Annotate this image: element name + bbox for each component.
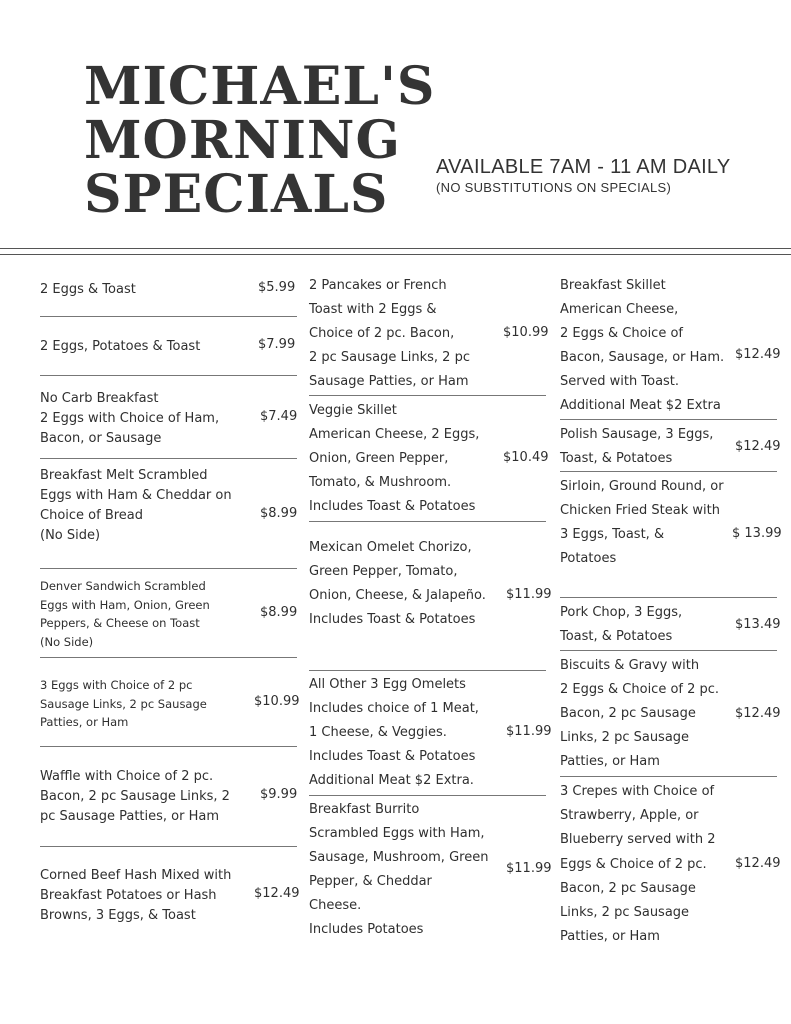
item-line: Veggie Skillet <box>309 403 397 418</box>
item-line: Sirloin, Ground Round, or <box>560 479 724 494</box>
item-line: Sausage Links, 2 pc Sausage <box>40 696 207 711</box>
title-line-1: MICHAEL'S <box>84 56 436 117</box>
item-line: Additional Meat $2 Extra. <box>309 773 474 788</box>
item-price: $12.49 <box>254 886 300 901</box>
item-line: 2 Eggs & Choice of 2 pc. <box>560 682 720 697</box>
availability-text: AVAILABLE 7AM - 11 AM DAILY <box>436 156 731 178</box>
item-line: Choice of Bread <box>40 508 144 523</box>
item-price: $12.49 <box>735 856 781 871</box>
item-divider <box>40 458 297 459</box>
item-line: Onion, Green Pepper, <box>309 451 449 466</box>
substitution-note: (NO SUBSTITUTIONS ON SPECIALS) <box>436 180 672 195</box>
item-line: Onion, Cheese, & Jalapeño. <box>309 588 486 603</box>
item-line: Strawberry, Apple, or <box>560 808 699 824</box>
item-line: Waffle with Choice of 2 pc. <box>40 769 214 784</box>
item-line: Potatoes <box>560 551 617 566</box>
item-price: $11.99 <box>506 861 552 876</box>
item-price: $5.99 <box>258 280 296 295</box>
item-line: Blueberry served with 2 <box>560 832 716 848</box>
header-divider-bottom <box>0 254 791 255</box>
item-line: Bacon, 2 pc Sausage Links, 2 <box>40 789 230 804</box>
item-divider <box>40 375 297 376</box>
item-line: (No Side) <box>40 634 94 649</box>
item-line: Breakfast Burrito <box>309 802 420 817</box>
item-line: Bacon, 2 pc Sausage <box>560 880 696 896</box>
item-divider <box>309 670 546 671</box>
item-line: Green Pepper, Tomato, <box>309 564 458 579</box>
header-divider-top <box>0 248 791 249</box>
item-line: Peppers, & Cheese on Toast <box>40 616 200 630</box>
item-divider <box>309 795 546 796</box>
item-line: Breakfast Potatoes or Hash <box>40 888 217 903</box>
item-line: Bacon, Sausage, or Ham. <box>560 350 725 365</box>
item-divider <box>560 419 777 420</box>
item-line: Corned Beef Hash Mixed with <box>40 868 232 883</box>
item-line: Toast, & Potatoes <box>560 629 673 644</box>
item-price: $10.49 <box>503 450 549 465</box>
title-line-3: SPECIALS <box>84 164 389 225</box>
item-line: Pork Chop, 3 Eggs, <box>560 605 683 620</box>
item-divider <box>560 776 777 777</box>
item-divider <box>40 568 297 569</box>
item-line: 3 Crepes with Choice of <box>560 784 715 799</box>
item-divider <box>560 597 777 598</box>
item-divider <box>560 471 777 472</box>
item-line: Breakfast Skillet <box>560 278 666 293</box>
item-line: Browns, 3 Eggs, & Toast <box>40 908 196 923</box>
item-line: Cheese. <box>309 898 362 913</box>
item-line: Sausage Patties, or Ham <box>309 374 469 389</box>
item-line: Chicken Fried Steak with <box>560 503 720 518</box>
item-price: $9.99 <box>260 787 298 802</box>
item-line: Patties, or Ham <box>40 715 129 729</box>
item-line: Bacon, 2 pc Sausage <box>560 706 696 721</box>
item-line: Mexican Omelet Chorizo, <box>309 540 472 555</box>
item-line: Toast, & Potatoes <box>560 451 673 466</box>
item-line: 2 Eggs & Choice of <box>560 326 683 341</box>
item-line: Patties, or Ham <box>560 929 660 945</box>
item-line: Pepper, & Cheddar <box>309 874 432 889</box>
item-line: Bacon, or Sausage <box>40 431 162 446</box>
item-line: Sausage, Mushroom, Green <box>309 850 489 865</box>
item-divider <box>309 521 546 522</box>
item-line: Polish Sausage, 3 Eggs, <box>560 427 714 442</box>
item-price: $8.99 <box>260 506 298 521</box>
item-line: pc Sausage Patties, or Ham <box>40 809 220 824</box>
item-price: $12.49 <box>735 706 781 721</box>
item-divider <box>40 746 297 747</box>
item-price: $11.99 <box>506 724 552 739</box>
item-line: Includes Toast & Potatoes <box>309 749 476 764</box>
item-divider <box>40 846 297 847</box>
item-price: $12.49 <box>735 439 781 454</box>
item-price: $12.49 <box>735 347 781 362</box>
item-line: 1 Cheese, & Veggies. <box>309 725 447 740</box>
item-line: Scrambled Eggs with Ham, <box>309 826 485 841</box>
item-price: $13.49 <box>735 617 781 632</box>
item-line: Biscuits & Gravy with <box>560 658 700 673</box>
item-line: 2 Eggs & Toast <box>40 282 136 297</box>
item-line: Links, 2 pc Sausage <box>560 730 690 745</box>
item-line: 2 pc Sausage Links, 2 pc <box>309 350 470 365</box>
item-line: Includes Toast & Potatoes <box>309 499 476 514</box>
item-line: Eggs with Ham, Onion, Green <box>40 597 210 612</box>
item-line: Includes choice of 1 Meat, <box>309 701 479 716</box>
item-line: Toast with 2 Eggs & <box>309 302 437 317</box>
item-price: $11.99 <box>506 587 552 602</box>
title-line-2: MORNING <box>84 110 401 171</box>
item-line: (No Side) <box>40 528 101 543</box>
item-line: Tomato, & Mushroom. <box>309 475 452 490</box>
item-line: 3 Eggs, Toast, & <box>560 527 665 542</box>
item-price: $8.99 <box>260 605 298 620</box>
item-line: 3 Eggs with Choice of 2 pc <box>40 678 193 692</box>
item-line: Includes Potatoes <box>309 922 424 937</box>
item-line: Patties, or Ham <box>560 754 660 769</box>
item-line: 2 Eggs with Choice of Ham, <box>40 411 220 426</box>
item-line: Additional Meat $2 Extra <box>560 398 721 413</box>
item-line: Eggs & Choice of 2 pc. <box>560 856 707 872</box>
item-price: $ 13.99 <box>732 526 782 541</box>
item-line: Links, 2 pc Sausage <box>560 905 690 921</box>
item-line: 2 Pancakes or French <box>309 278 447 293</box>
item-line: American Cheese, <box>560 302 679 317</box>
item-divider <box>560 650 777 651</box>
item-line: No Carb Breakfast <box>40 391 159 406</box>
item-divider <box>309 395 546 396</box>
item-line: Eggs with Ham & Cheddar on <box>40 488 232 503</box>
item-price: $7.99 <box>258 337 296 352</box>
item-divider <box>40 316 297 317</box>
item-line: All Other 3 Egg Omelets <box>309 677 466 692</box>
item-price: $7.49 <box>260 409 298 424</box>
item-line: Denver Sandwich Scrambled <box>40 579 206 593</box>
item-line: Breakfast Melt Scrambled <box>40 468 208 483</box>
item-line: 2 Eggs, Potatoes & Toast <box>40 339 201 354</box>
item-price: $10.99 <box>503 325 549 340</box>
item-line: American Cheese, 2 Eggs, <box>309 427 480 442</box>
item-line: Served with Toast. <box>560 374 680 389</box>
item-line: Includes Toast & Potatoes <box>309 612 476 627</box>
item-line: Choice of 2 pc. Bacon, <box>309 326 455 341</box>
item-price: $10.99 <box>254 694 300 709</box>
page-title <box>84 56 436 225</box>
item-divider <box>40 657 297 658</box>
